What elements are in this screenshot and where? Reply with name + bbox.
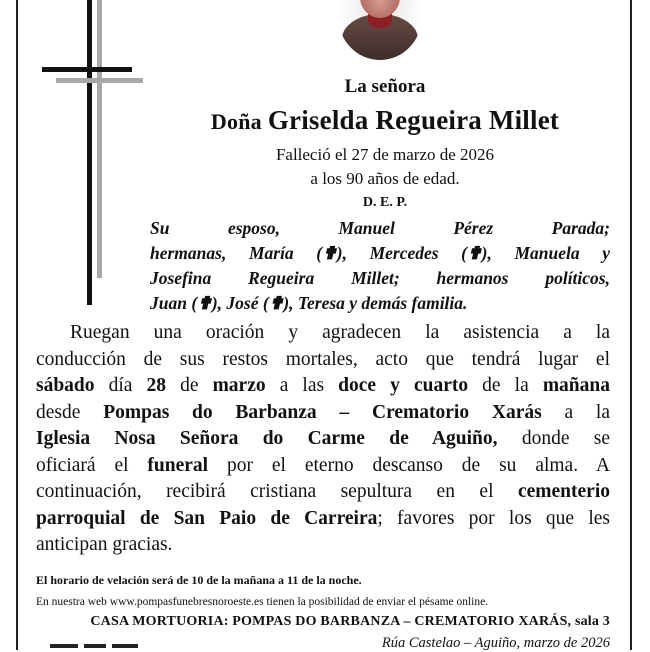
place-date: Rúa Castelao – Aguiño, marzo de 2026: [381, 635, 610, 651]
family-line: Su esposo, Manuel Pérez Parada;: [150, 218, 610, 238]
age-line: a los 90 años de edad.: [310, 169, 460, 188]
body-line: [36, 506, 610, 533]
casa-mortuoria: CASA MORTUORIA: POMPAS DO BARBANZA – CREMATORIO XARÁS, sala 3: [90, 614, 610, 629]
portrait-photo: [338, 0, 422, 60]
body-line: Ruegan una oración y agradecen la asistencia a la: [70, 322, 610, 343]
web-notice: [36, 596, 488, 608]
web-suffix: tienen la posibilidad de enviar el pésame online.: [263, 596, 489, 608]
web-link[interactable]: www.pompasfunebresnoroeste.es: [109, 596, 264, 608]
body-line: [36, 426, 610, 453]
velacion-schedule: El horario de velación será de 10 de la mañana a 11 de la noche.: [36, 573, 362, 587]
body-text: oficiará el: [36, 454, 148, 476]
body-text: a las: [265, 375, 339, 396]
name-text: Griselda Regueira Millet: [267, 105, 560, 135]
body-line: [36, 453, 610, 480]
body-bold: mañana: [542, 375, 610, 396]
body-line: conducción de sus restos mortales, acto que tendrá lugar el: [36, 348, 610, 370]
family-line: Juan (✟), José (✟), Teresa y demás familia.: [150, 293, 468, 313]
body-text: donde se: [497, 428, 611, 449]
title-honorific: La señora: [344, 76, 426, 97]
body-text: a la: [541, 401, 610, 423]
body-text: de la: [468, 375, 543, 396]
body-bold: cementerio: [517, 481, 610, 502]
body-line: anticipan gracias.: [36, 534, 173, 555]
name-prefix: Doña: [210, 109, 262, 134]
body-text: de: [166, 375, 213, 396]
body-line: [36, 479, 610, 506]
left-border-line: [16, 0, 18, 650]
main-paragraph: [36, 320, 610, 559]
body-text: desde: [36, 401, 104, 423]
body-bold: Pompas do Barbanza – Crematorio Xarás: [103, 401, 542, 423]
body-bold: funeral: [147, 454, 209, 476]
body-bold: parroquial de San Paio de Carreira: [36, 507, 378, 529]
body-text: ; favores por los que les: [377, 507, 610, 529]
body-line: [36, 400, 610, 427]
deceased-name: [150, 105, 620, 136]
body-bold: 28: [146, 375, 166, 396]
bottom-decoration: [50, 644, 140, 650]
web-prefix: En nuestra web: [36, 596, 110, 608]
body-text: por el eterno descanso de su alma. A: [208, 454, 610, 476]
body-bold: sábado: [36, 375, 95, 396]
body-line: [36, 373, 610, 400]
family-line: Josefina Regueira Millet; hermanos políticos,: [150, 268, 610, 288]
death-date: Falleció el 27 de marzo de 2026: [275, 145, 495, 164]
family-line: hermanas, María (✟), Mercedes (✟), Manuela y: [150, 243, 610, 263]
right-border-line: [630, 0, 632, 650]
body-text: día: [94, 375, 147, 396]
dep-line: D. E. P.: [362, 195, 408, 210]
body-bold: marzo: [212, 375, 266, 396]
body-text: continuación, recibirá cristiana sepultura en el: [36, 481, 518, 502]
body-bold: doce y cuarto: [338, 375, 469, 396]
body-bold: Iglesia Nosa Señora do Carme de Aguiño,: [36, 428, 498, 449]
family-paragraph: [150, 216, 610, 316]
cross-icon: [40, 0, 150, 310]
